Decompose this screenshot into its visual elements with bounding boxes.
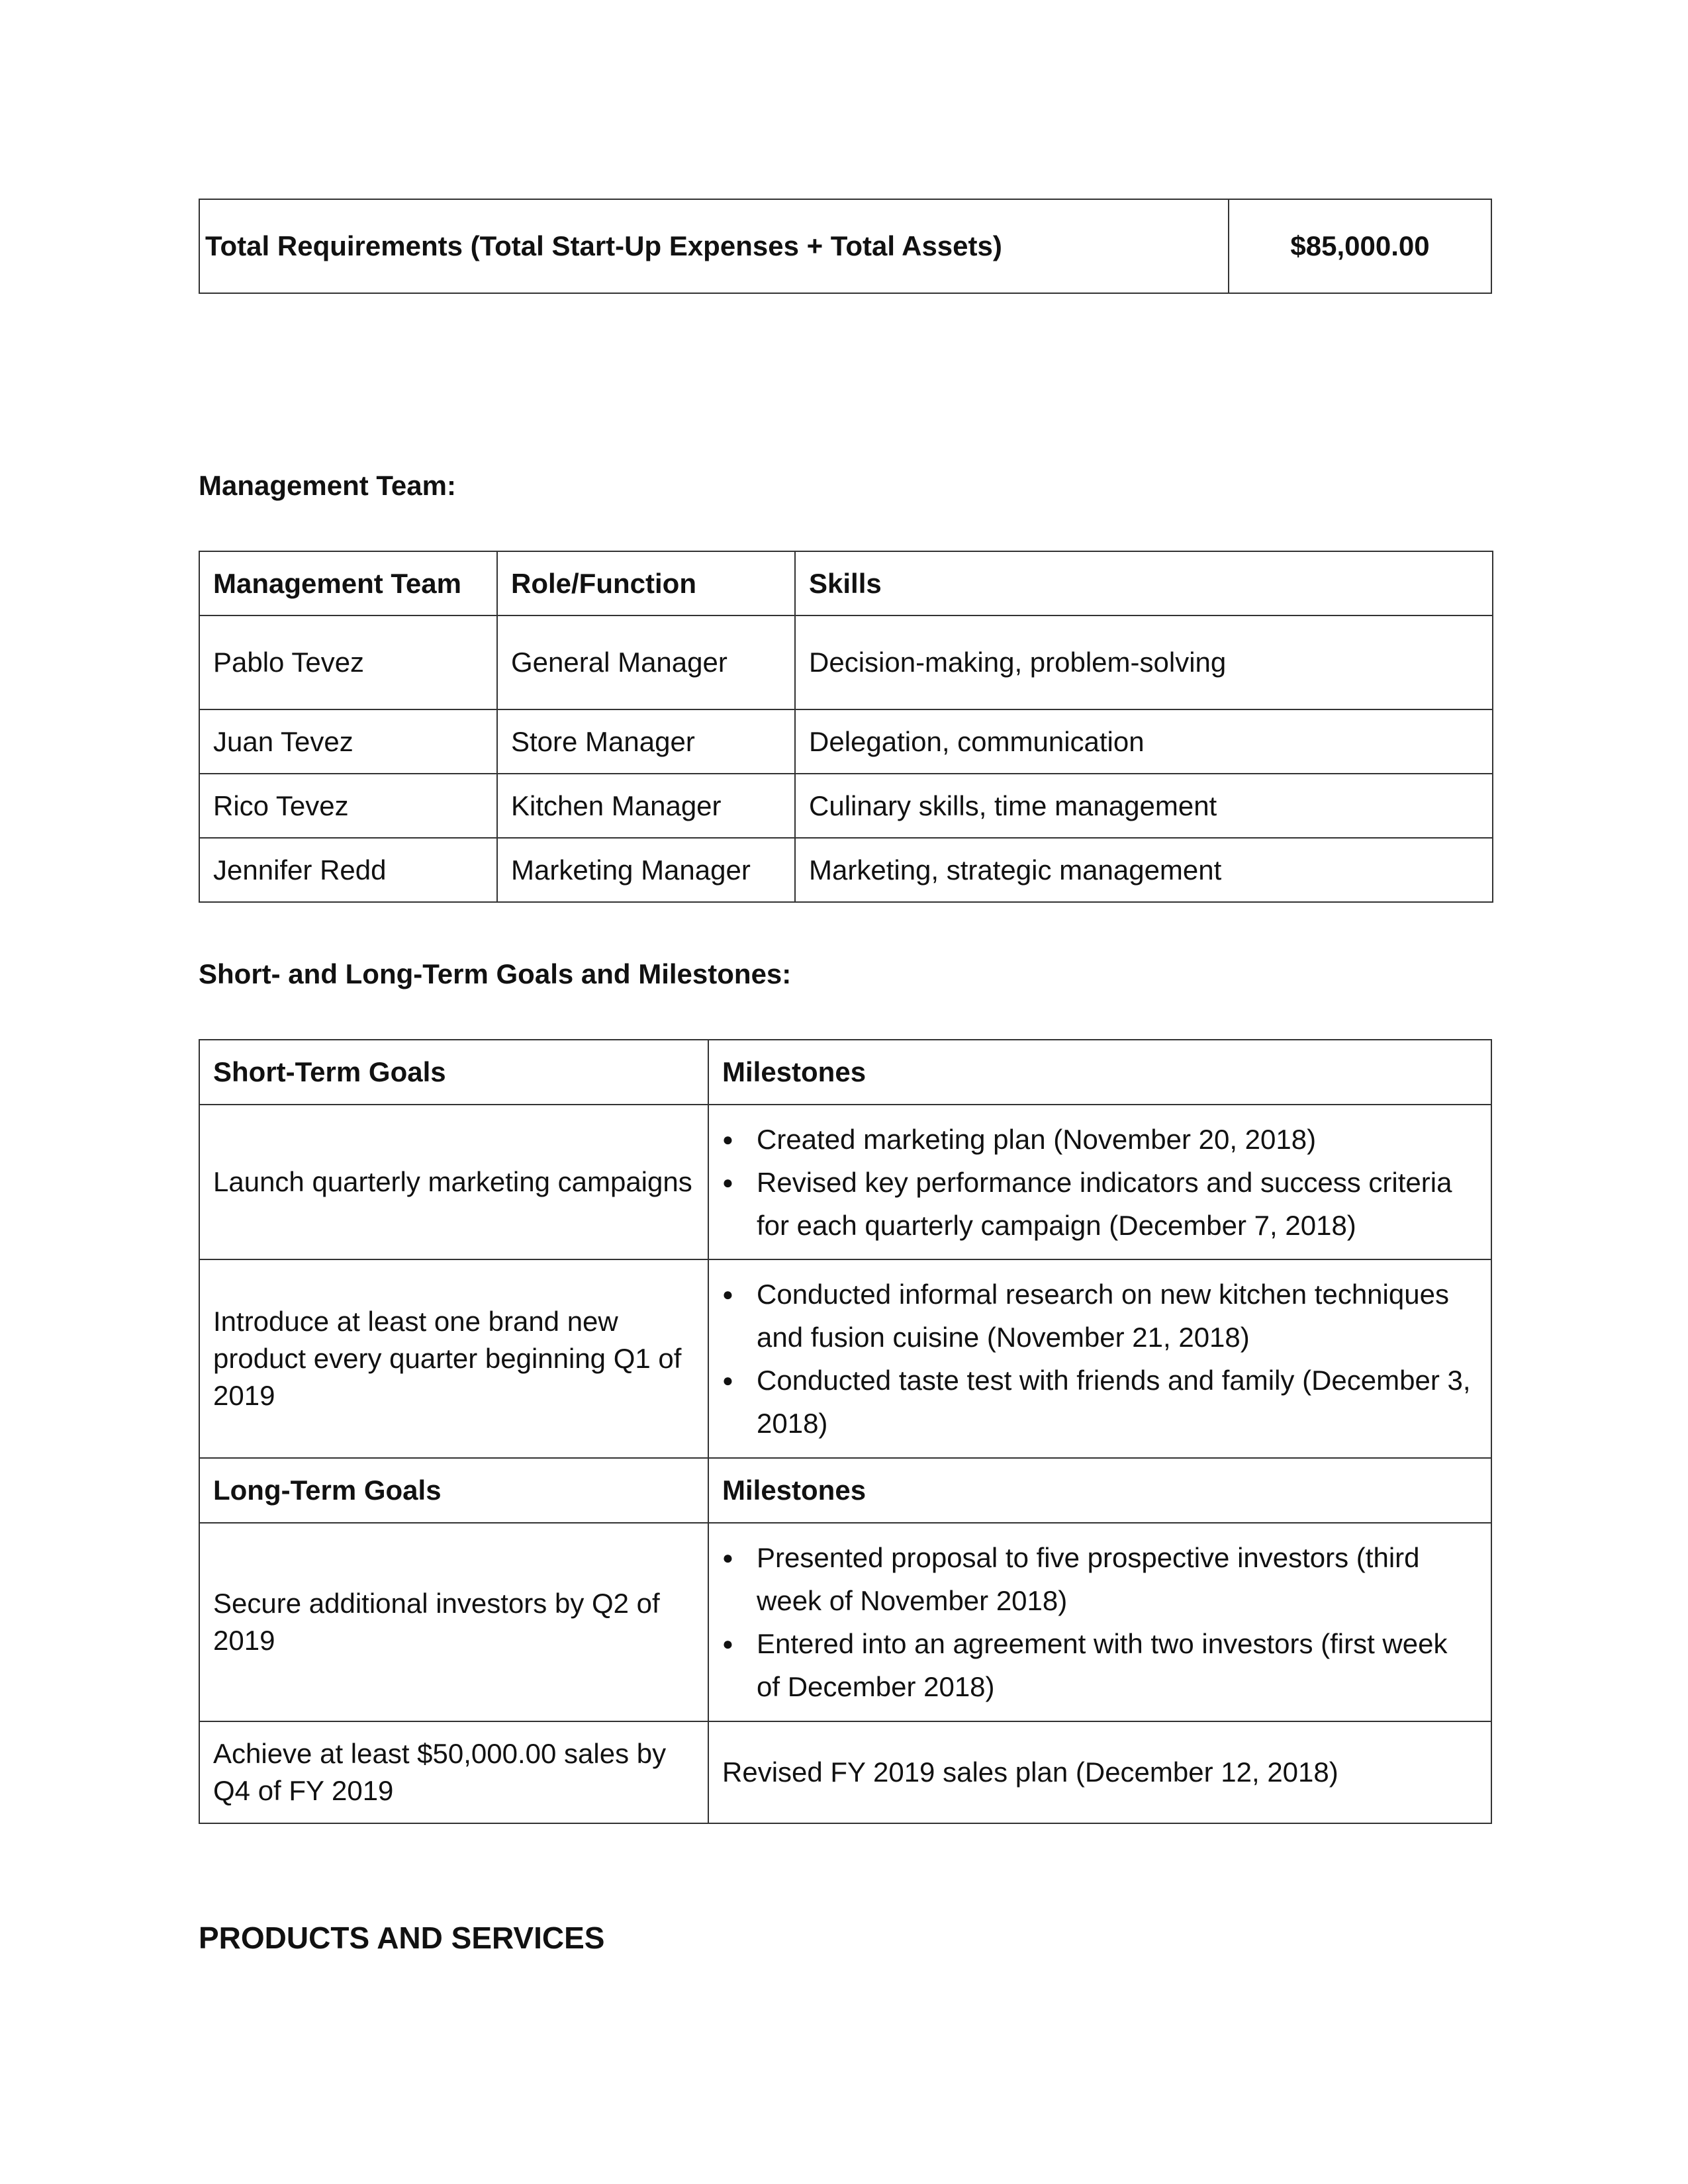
team-member-role: Marketing Manager	[497, 838, 795, 902]
milestones-cell	[708, 1523, 1491, 1721]
table-row	[199, 1523, 1491, 1721]
column-header: Role/Function	[497, 551, 795, 615]
milestones-cell	[708, 1259, 1491, 1458]
table-header-row	[199, 1040, 1491, 1105]
table-row	[199, 709, 1493, 774]
milestones-header: Milestones	[708, 1458, 1491, 1523]
milestone-text: Revised FY 2019 sales plan (December 12, 2018)	[708, 1721, 1491, 1823]
goal-text: Achieve at least $50,000.00 sales by Q4 of FY 2019	[199, 1721, 708, 1823]
goal-text: Secure additional investors by Q2 of 2019	[199, 1523, 708, 1721]
short-term-goals-header: Short-Term Goals	[199, 1040, 708, 1105]
column-header: Management Team	[199, 551, 497, 615]
milestone-list	[722, 1273, 1477, 1445]
goals-milestones-heading: Short- and Long-Term Goals and Milestones:	[199, 958, 792, 989]
milestone-list	[722, 1536, 1477, 1708]
team-member-role: Store Manager	[497, 709, 795, 774]
column-header: Skills	[795, 551, 1493, 615]
table-row	[199, 1721, 1491, 1823]
total-requirements-value: $85,000.00	[1229, 199, 1491, 293]
team-member-name: Pablo Tevez	[199, 615, 497, 709]
table-row	[199, 199, 1491, 293]
table-row	[199, 615, 1493, 709]
milestones-header: Milestones	[708, 1040, 1491, 1105]
milestone-item: ● Entered into an agreement with two investors (first week of December 2018)	[757, 1622, 1477, 1708]
management-team-table	[199, 551, 1493, 903]
milestone-item: ● Presented proposal to five prospective investors (third week of November 2018)	[757, 1536, 1477, 1622]
total-requirements-table	[199, 199, 1492, 294]
milestone-item: ● Conducted taste test with friends and family (December 3, 2018)	[757, 1359, 1477, 1445]
long-term-goals-header: Long-Term Goals	[199, 1458, 708, 1523]
team-member-role: General Manager	[497, 615, 795, 709]
milestone-item: ● Conducted informal research on new kitchen techniques and fusion cuisine (November 21, 2018)	[757, 1273, 1477, 1359]
team-member-skills: Decision-making, problem-solving	[795, 615, 1493, 709]
total-requirements-label: Total Requirements (Total Start-Up Expenses + Total Assets)	[199, 199, 1229, 293]
team-member-name: Jennifer Redd	[199, 838, 497, 902]
table-row	[199, 1259, 1491, 1458]
goal-text: Launch quarterly marketing campaigns	[199, 1105, 708, 1259]
team-member-name: Rico Tevez	[199, 774, 497, 838]
management-team-heading: Management Team:	[199, 470, 456, 501]
team-member-skills: Marketing, strategic management	[795, 838, 1493, 902]
table-row	[199, 1105, 1491, 1259]
milestone-item: ● Created marketing plan (November 20, 2018)	[757, 1118, 1477, 1161]
team-member-name: Juan Tevez	[199, 709, 497, 774]
team-member-skills: Delegation, communication	[795, 709, 1493, 774]
table-row	[199, 774, 1493, 838]
milestones-cell	[708, 1105, 1491, 1259]
milestone-item: ● Revised key performance indicators and success criteria for each quarterly campaign (December 7, 2018)	[757, 1161, 1477, 1247]
table-header-row	[199, 1458, 1491, 1523]
products-services-heading: PRODUCTS AND SERVICES	[199, 1921, 605, 1955]
goal-text: Introduce at least one brand new product every quarter beginning Q1 of 2019	[199, 1259, 708, 1458]
goals-milestones-table	[199, 1039, 1492, 1824]
team-member-skills: Culinary skills, time management	[795, 774, 1493, 838]
team-member-role: Kitchen Manager	[497, 774, 795, 838]
milestone-list	[722, 1118, 1477, 1247]
table-row	[199, 838, 1493, 902]
table-header-row	[199, 551, 1493, 615]
